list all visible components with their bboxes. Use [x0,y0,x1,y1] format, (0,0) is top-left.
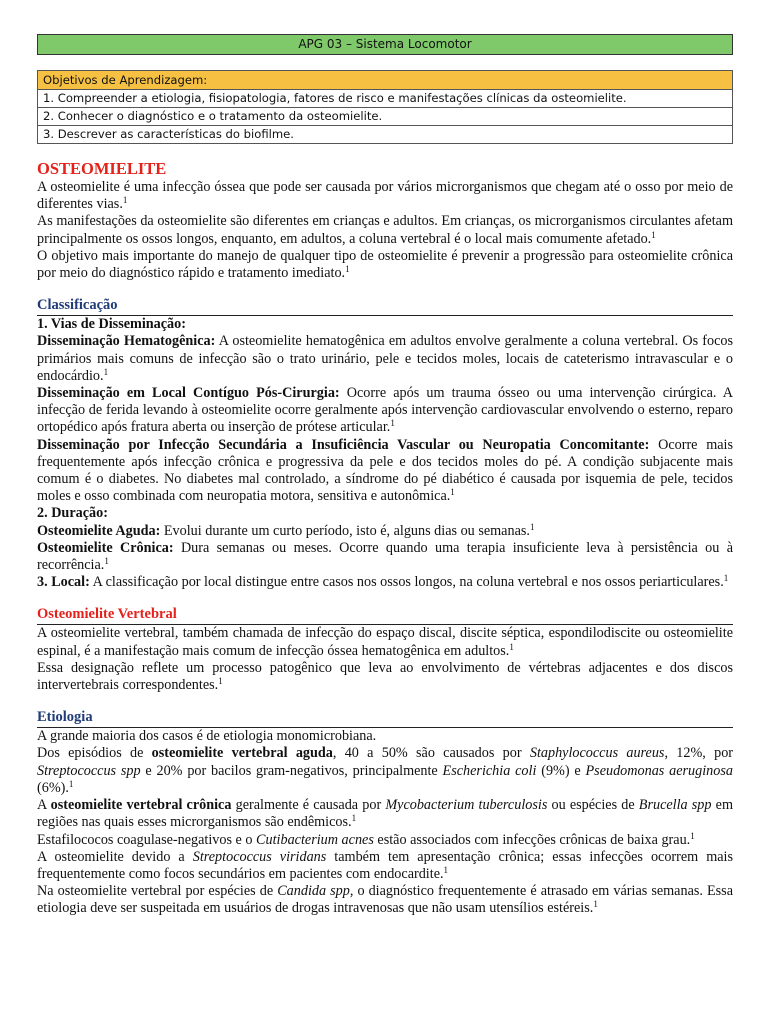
paragraph: A osteomielite vertebral crônica geralmente é causada por Mycobacterium tuberculosis ou espécies de Brucella spp em regiões nas quais esses microrganismos são endêmicos.$^1$ [37,797,733,831]
footnote-ref: 1 [218,676,223,687]
footnote-ref: 1 [68,778,74,789]
paragraph: 3. Local: A classificação por local distingue entre casos nos ossos longos, na coluna vertebral e nos ossos periarticulares.$^1$ [37,573,729,591]
term-label: Osteomielite Aguda: [37,522,161,539]
footnote-ref: 1 [104,556,109,567]
section-title-osteomielite: OSTEOMIELITE [37,159,167,178]
paragraph: Dos episódios de osteomielite vertebral aguda, 40 a 50% são causados por Staphylococcus aureus, 12%, por Streptococcus spp e 20% por bacilos gram-negativos, principalmente Escherichia coli (9%) e Pseudomonas aeruginosa (6%).$^1$ [37,745,734,796]
paragraph: Essa designação reflete um processo patogênico que leva ao envolvimento de vértebras adjacentes e dos discos intervertebrais correspondentes.$^1$ [37,659,733,694]
term-label: Disseminação Hematogênica: [37,333,216,350]
term-label: Disseminação por Infecção Secundária a Insuficiência Vascular ou Neuropatia Concomitante: [37,436,650,453]
term-label: 3. Local: [37,574,90,591]
footnote-ref: 1 [443,864,449,875]
footnote-ref: 1 [509,641,514,652]
footnote-ref: 1 [390,418,395,429]
footnote-ref: 1 [345,264,350,275]
subheading-vias: 1. Vias de Disseminação: [37,316,186,333]
objectives-heading: Objetivos de Aprendizagem: [38,71,732,90]
footnote-ref: 1 [723,573,729,584]
objectives-box [37,70,733,144]
paragraph: Na osteomielite vertebral por espécies de Candida spp, o diagnóstico frequentemente é atrasado em várias semanas. Essa etiologia deve ser suspeitada em usuários de drogas intravenosas que não usam utensílios estéreis.$^1$ [37,883,733,917]
section-title-etiologia: Etiologia [37,708,733,728]
paragraph: Disseminação por Infecção Secundária a Insuficiência Vascular ou Neuropatia Concomitante: Ocorre mais frequentemente após infecção crônica e progressiva da pele e dos tecidos moles do pé. A condição subjacente mais comum é o diabetes. No diabetes mal controlado, a síndrome do pé diabético é causada por isquemia de pele, tecidos moles e osso combinada com neuropatia motora, sensitiva e autonômica.$^1$ [37,436,734,505]
paragraph: A grande maioria dos casos é de etiologia monomicrobiana. [37,728,377,745]
paragraph: Disseminação Hematogênica: A osteomielite hematogênica em adultos envolve geralmente a coluna vertebral. Os focos primários mais comuns de infecção são o trato urinário, pele e tecidos moles, locais de cateterismo intravascular e o endocárdio.$^1$ [37,333,733,384]
document-page [37,34,733,918]
section-title-vertebral: Osteomielite Vertebral [37,605,733,625]
footnote-ref: 1 [122,195,128,206]
objective-item: 2. Conhecer o diagnóstico e o tratamento da osteomielite. [38,108,732,126]
footnote-ref: 1 [450,487,455,498]
footnote-ref: 1 [529,521,535,532]
footnote-ref: 1 [690,830,695,841]
footnote-ref: 1 [351,813,357,824]
section-title-classificacao: Classificação [37,296,733,316]
paragraph: A osteomielite vertebral, também chamada de infecção do espaço discal, discite séptica, espondilodiscite ou osteomielite espinal, é a manifestação mais comum de infecção óssea hematogênica em adultos.$^1$ [37,625,733,659]
paragraph: As manifestações da osteomielite são diferentes em crianças e adultos. Em crianças, os microrganismos circulantes afetam principalmente os ossos longos, enquanto, em adultos, a coluna vertebral é o local mais comumente afetado.$^1$ [37,213,733,247]
objective-item: 3. Descrever as características do biofilme. [43,127,294,141]
term-label: Osteomielite Crônica: [37,539,174,556]
document-title: APG 03 – Sistema Locomotor [37,34,733,55]
footnote-ref: 1 [593,899,598,910]
paragraph: Estafilococos coagulase-negativos e o Cutibacterium acnes estão associados com infecções crônicas de baixa grau.$^1$ [37,830,695,848]
subheading-duracao: 2. Duração: [37,505,108,522]
paragraph: O objetivo mais importante do manejo de qualquer tipo de osteomielite é prevenir a progressão para osteomielite crônica por meio do diagnóstico rápido e tratamento imediato.$^1$ [37,247,733,282]
term-label: Disseminação em Local Contíguo Pós-Cirurgia: [37,385,340,402]
paragraph: Disseminação em Local Contíguo Pós-Cirurgia: Ocorre após um trauma ósseo ou uma intervenção cirúrgica. A infecção de ferida levando à osteomielite ocorre geralmente após intervenção cardiovascular envolvendo o esterno, reparo ortopédico após fratura aberta ou inserção de prótese articular.$^1$ [37,385,734,436]
objective-item: 1. Compreender a etiologia, fisiopatologia, fatores de risco e manifestações clínicas da osteomielite. [38,90,732,108]
paragraph: A osteomielite é uma infecção óssea que pode ser causada por vários microrganismos que chegam até o osso por meio de diferentes vias.$^1$ [37,179,733,213]
footnote-ref: 1 [103,366,109,377]
paragraph: A osteomielite devido a Streptococcus viridans também tem apresentação crônica; essas infecções ocorrem mais frequentemente como focos secundários em pacientes com endocardite.$^1$ [37,848,734,882]
footnote-ref: 1 [651,229,656,240]
paragraph: Osteomielite Aguda: Evolui durante um curto período, isto é, alguns dias ou semanas.$^1$ [37,521,535,539]
paragraph: Osteomielite Crônica: Dura semanas ou meses. Ocorre quando uma terapia insuficiente leva à persistência ou à recorrência.$^1$ [37,539,734,574]
